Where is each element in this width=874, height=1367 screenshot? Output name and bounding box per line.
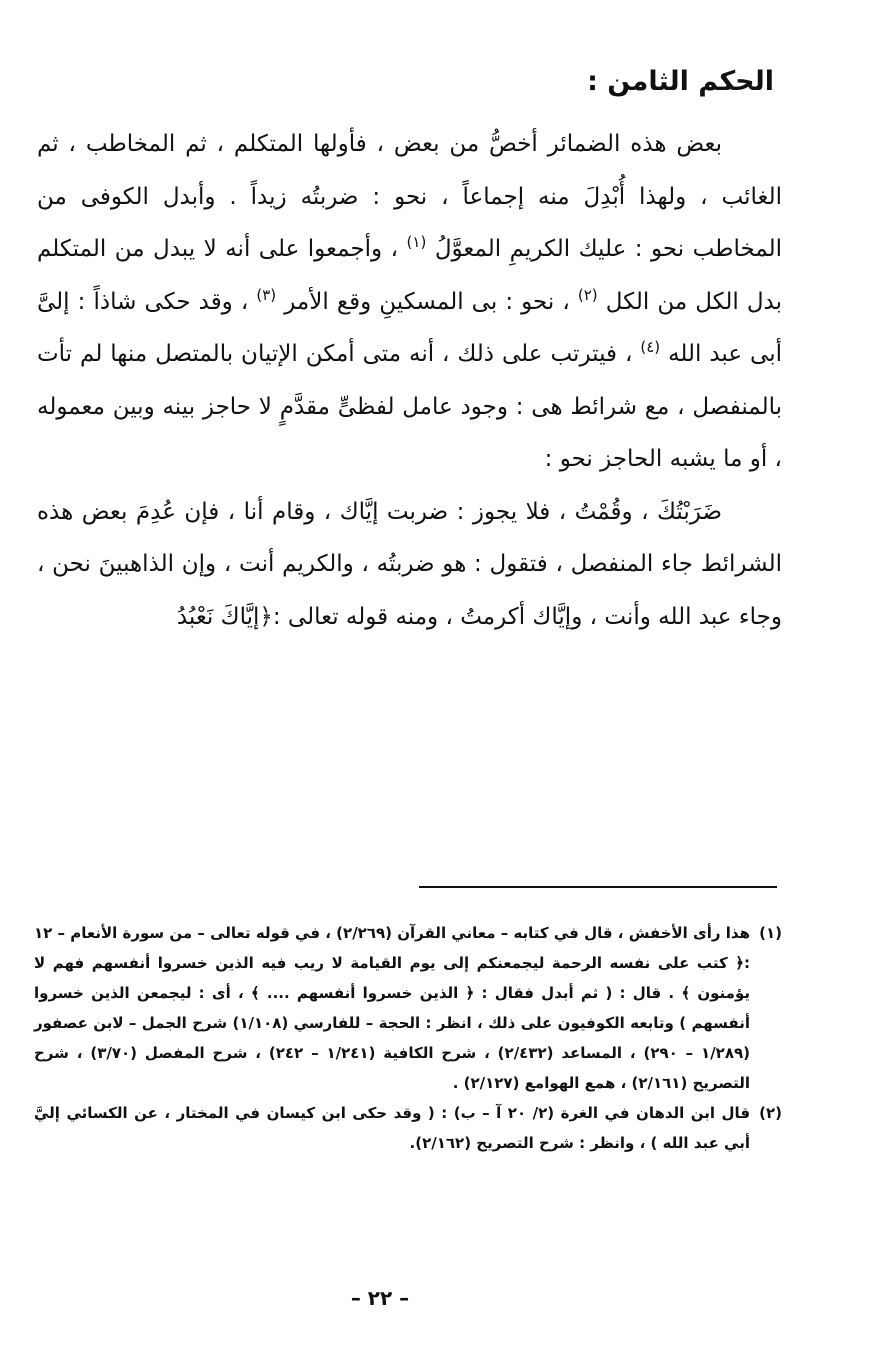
paragraph-1-part-4: ، وقد حكى شاذاً : إلىَّ أبى عبد الله bbox=[37, 288, 782, 367]
footnotes bbox=[34, 918, 782, 1158]
paragraph-1-part-3: ، نحو : بى المسكينِ وقع الأمر bbox=[284, 288, 570, 315]
paragraph-1-part-1: بعض هذه الضمائر أخصُّ من بعض ، فأولها المتكلم ، ثم المخاطب ، ثم الغائب ، ولهذا أُبْدِلَ منه إجماعاً ، نحو : ضربتُه زيداً . وأبدل الكوفى من المخاطب نحو : عليك الكريمِ المعوَّلُ bbox=[37, 131, 783, 262]
paragraph-1-part-2: ، وأجمعوا على أنه لا يبدل من المتكلم بدل الكل من الكل bbox=[37, 236, 783, 315]
footnote-2-number: (٢) bbox=[759, 1104, 782, 1122]
footnote-separator bbox=[419, 886, 777, 888]
paragraph-2: ضَرَبْتُكَ ، وقُمْتُ ، فلا يجوز : ضربت إيَّاك ، وقام أنا ، فإن عُدِمَ بعض هذه الشرائط جاء المنفصل ، فتقول : هو ضربتُه ، والكريم أنت ، وإن الذاهبينَ نحن ، وجاء عبد الله وأنت ، وإيَّاك أكرمتُ ، ومنه قوله تعالى :﴿إيَّاكَ نَعْبُدُ bbox=[37, 498, 782, 630]
main-text bbox=[37, 118, 782, 643]
paragraph-1-part-5: ، فيترتب على ذلك ، أنه متى أمكن الإتيان بالمتصل منها لم تأت بالمنفصل ، مع شرائط هى : وجود عامل لفظىٍّ مقدَّمٍ لا حاجز بينه وبين معموله ، أو ما يشبه الحاجز نحو : bbox=[37, 341, 782, 472]
footnote-ref-3: (٣) bbox=[256, 285, 277, 304]
footnote-1-number: (١) bbox=[759, 924, 782, 942]
footnote-ref-4: (٤) bbox=[640, 338, 661, 356]
section-heading: الحكم الثامن : bbox=[587, 66, 774, 97]
footnote-ref-1: (١) bbox=[406, 233, 427, 251]
page-number: – ٢٢ – bbox=[350, 1286, 410, 1310]
footnote-ref-2: (٢) bbox=[577, 285, 598, 304]
footnote-2-text: قال ابن الدهان في الغرة (٢/ ٢٠ آ – ب) : ( وقد حكى ابن كيسان في المختار ، عن الكسائي إليَّ أبي عبد الله ) ، وانظر : شرح التصريح (٢/١٦٢). bbox=[34, 1104, 751, 1152]
footnote-1 bbox=[34, 918, 782, 1098]
paragraph-1 bbox=[37, 118, 782, 486]
footnote-1-text: هذا رأى الأخفش ، قال في كتابه – معاني القرآن (٢/٢٦٩) ، في قوله تعالى – من سورة الأنعام – ١٢ :﴿ كتب على نفسه الرحمة ليجمعنكم إلى يوم القيامة لا ريب فيه الذين خسروا أنفسهم فهم لا يؤمنون ﴾ . قال : ( ثم أبدل فقال : ﴿ الذين خسروا أنفسهم .... ﴾ ، أى : ليجمعن الذين خسروا أنفسهم ) وتابعه الكوفيون على ذلك ، انظر : الحجة – للفارسي (١/١٠٨) شرح الجمل – لابن عصفور (١/٢٨٩ – ٢٩٠) ، المساعد (٢/٤٣٢) ، شرح الكافية (١/٢٤١ – ٢٤٢) ، شرح المفصل (٣/٧٠) ، شرح التصريح (٢/١٦١) ، همع الهوامع (٢/١٢٧) . bbox=[33, 924, 751, 1092]
footnote-2 bbox=[34, 1098, 782, 1158]
